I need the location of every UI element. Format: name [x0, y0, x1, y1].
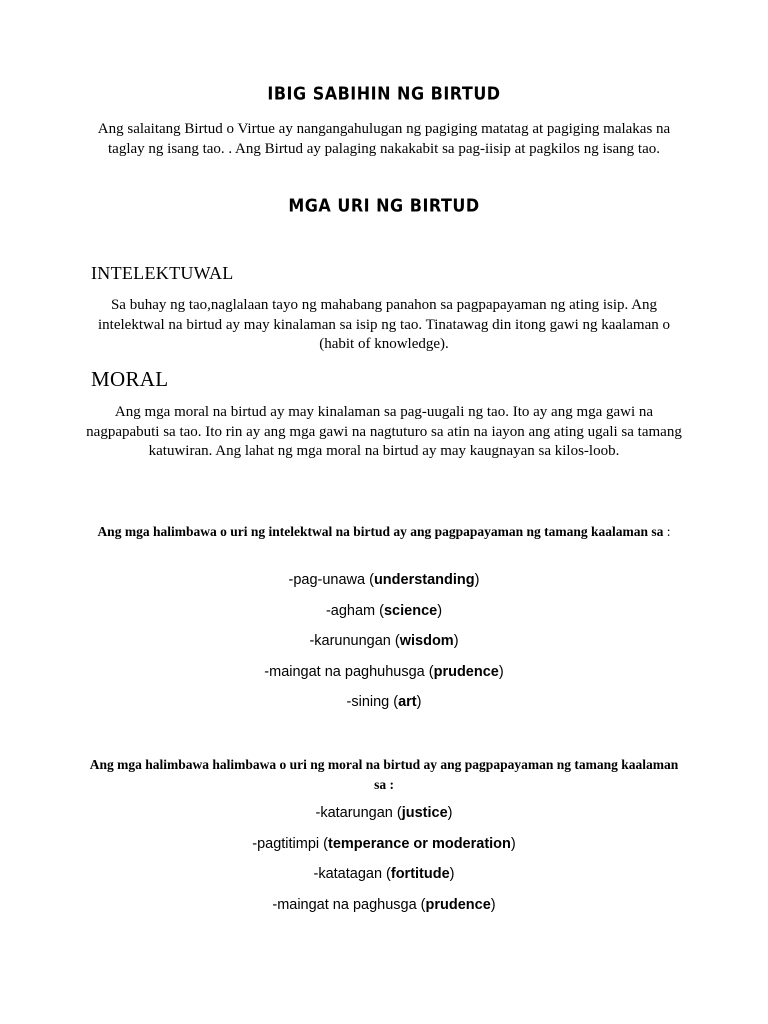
intelektuwal-paragraph: Sa buhay ng tao,naglalaan tayo ng mahabang panahon sa pagpapayaman ng ating isip. Ang intelektwal na birtud ay may kinalaman sa isip ng tao. Tinatawag din itong gawi ng kaalaman o (habit of knowledge). [98, 297, 670, 352]
page-title: IBIG SABIHIN NG BIRTUD [267, 83, 501, 104]
heading-moral: MORAL [91, 367, 169, 391]
moral-examples-intro: Ang mga halimbawa halimbawa o uri ng moral na birtud ay ang pagpapayaman ng tamang kaalaman sa : [89, 757, 679, 792]
list-item: -katatagan (fortitude) [313, 866, 455, 882]
definition-paragraph: Ang salaitang Birtud o Virtue ay nangangahulugan ng pagiging matatag at pagiging malakas na taglay ng isang tao. . Ang Birtud ay palaging nakakabit sa pag-iisip at pagkilos ng isang tao. [97, 121, 671, 157]
list-item: -agham (science) [325, 603, 443, 619]
list-item: -pag-unawa (understanding) [288, 572, 480, 588]
list-item: -maingat na paghusga (prudence) [272, 897, 496, 913]
intro-tail-text: : [663, 524, 671, 539]
section-title: MGA URI NG BIRTUD [288, 195, 480, 216]
moral-paragraph: Ang mga moral na birtud ay may kinalaman sa pag-uugali ng tao. Ito ay ang mga gawi na nagpapabuti sa tao. Ito rin ay ang mga gawi na nagtuturo sa atin na iayon ang ating ugali sa tamang katuwiran. Ang lahat ng mga moral na birtud ay may kaugnayan sa kilos-loob. [86, 404, 682, 459]
list-item: -sining (art) [346, 694, 422, 710]
list-item: -pagtitimpi (temperance or moderation) [252, 836, 516, 852]
intro-bold-text: Ang mga halimbawa o uri ng intelektwal na birtud ay ang pagpapayaman ng tamang kaalaman sa [97, 524, 664, 539]
intelektwal-examples-intro [84, 522, 684, 542]
list-item: -katarungan (justice) [315, 805, 453, 821]
list-item: -maingat na paghuhusga (prudence) [264, 664, 504, 680]
heading-intelektuwal: INTELEKTUWAL [91, 263, 234, 283]
list-item: -karunungan (wisdom) [309, 633, 459, 649]
